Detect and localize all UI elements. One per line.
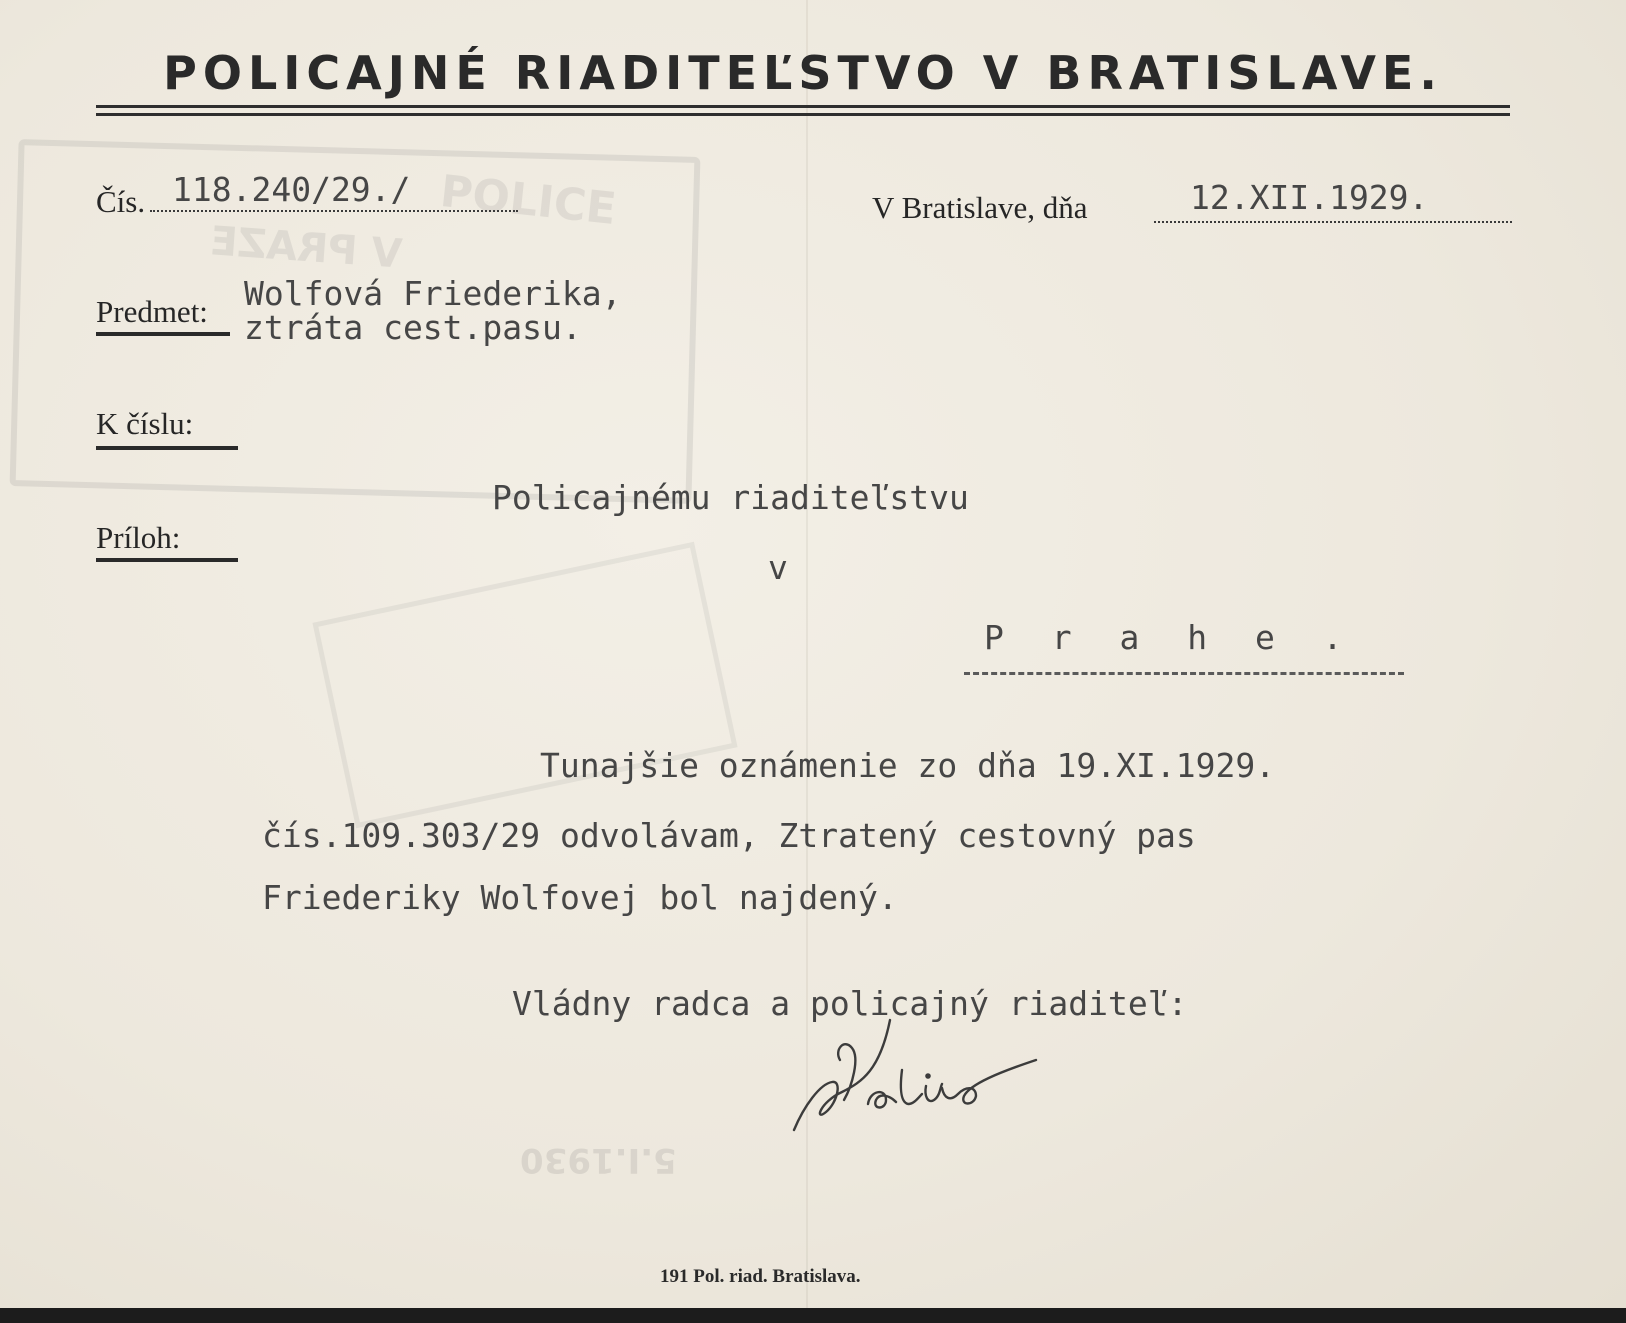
- recipient-city: P r a h e .: [984, 618, 1357, 657]
- date-dotted-line: [1154, 221, 1512, 223]
- letterhead-rule-bottom: [96, 113, 1510, 116]
- attachments-label: Príloh:: [96, 520, 181, 555]
- to-number-underline: [96, 446, 238, 450]
- body-line-1: Tunajšie oznámenie zo dňa 19.XI.1929.: [540, 746, 1276, 785]
- subject-label-underline: [96, 332, 230, 336]
- recipient-city-underline: [964, 672, 1404, 675]
- to-number-label: K číslu:: [96, 406, 194, 441]
- closing-title: Vládny radca a policajný riaditeľ:: [512, 984, 1188, 1023]
- recipient-line-2: v: [768, 548, 788, 587]
- reference-label: Čís.: [96, 184, 146, 219]
- letterhead-title: POLICAJNÉ RIADITEĽSTVO V BRATISLAVE.: [163, 46, 1443, 100]
- faded-received-stamp: [312, 542, 737, 828]
- date-value: 12.XII.1929.: [1190, 178, 1429, 217]
- printer-code: 191 Pol. riad. Bratislava.: [660, 1266, 861, 1287]
- subject-line-1: Wolfová Friederika,: [244, 274, 622, 313]
- faded-stamp-text: POLICE: [437, 165, 619, 236]
- subject-line-2: ztráta cest.pasu.: [244, 308, 582, 347]
- signature: [790, 1010, 1040, 1140]
- attachments-underline: [96, 558, 238, 562]
- place-date-label: V Bratislave, dňa: [872, 190, 1088, 225]
- body-line-2: čís.109.303/29 odvolávam, Ztratený cestovný pas: [262, 816, 1196, 855]
- faded-stamp-text-mirror: V PRAZE: [208, 218, 404, 278]
- scan-edge: [0, 1308, 1626, 1323]
- reference-dotted-line: [150, 210, 518, 212]
- faded-date-stamp: 5.I.1930: [520, 1140, 677, 1180]
- letterhead-rule-top: [96, 105, 1510, 108]
- subject-label: Predmet:: [96, 294, 208, 329]
- reference-number: 118.240/29./: [172, 170, 411, 209]
- body-line-3: Friederiky Wolfovej bol najdený.: [262, 878, 898, 917]
- recipient-line-1: Policajnému riaditeľstvu: [492, 478, 969, 517]
